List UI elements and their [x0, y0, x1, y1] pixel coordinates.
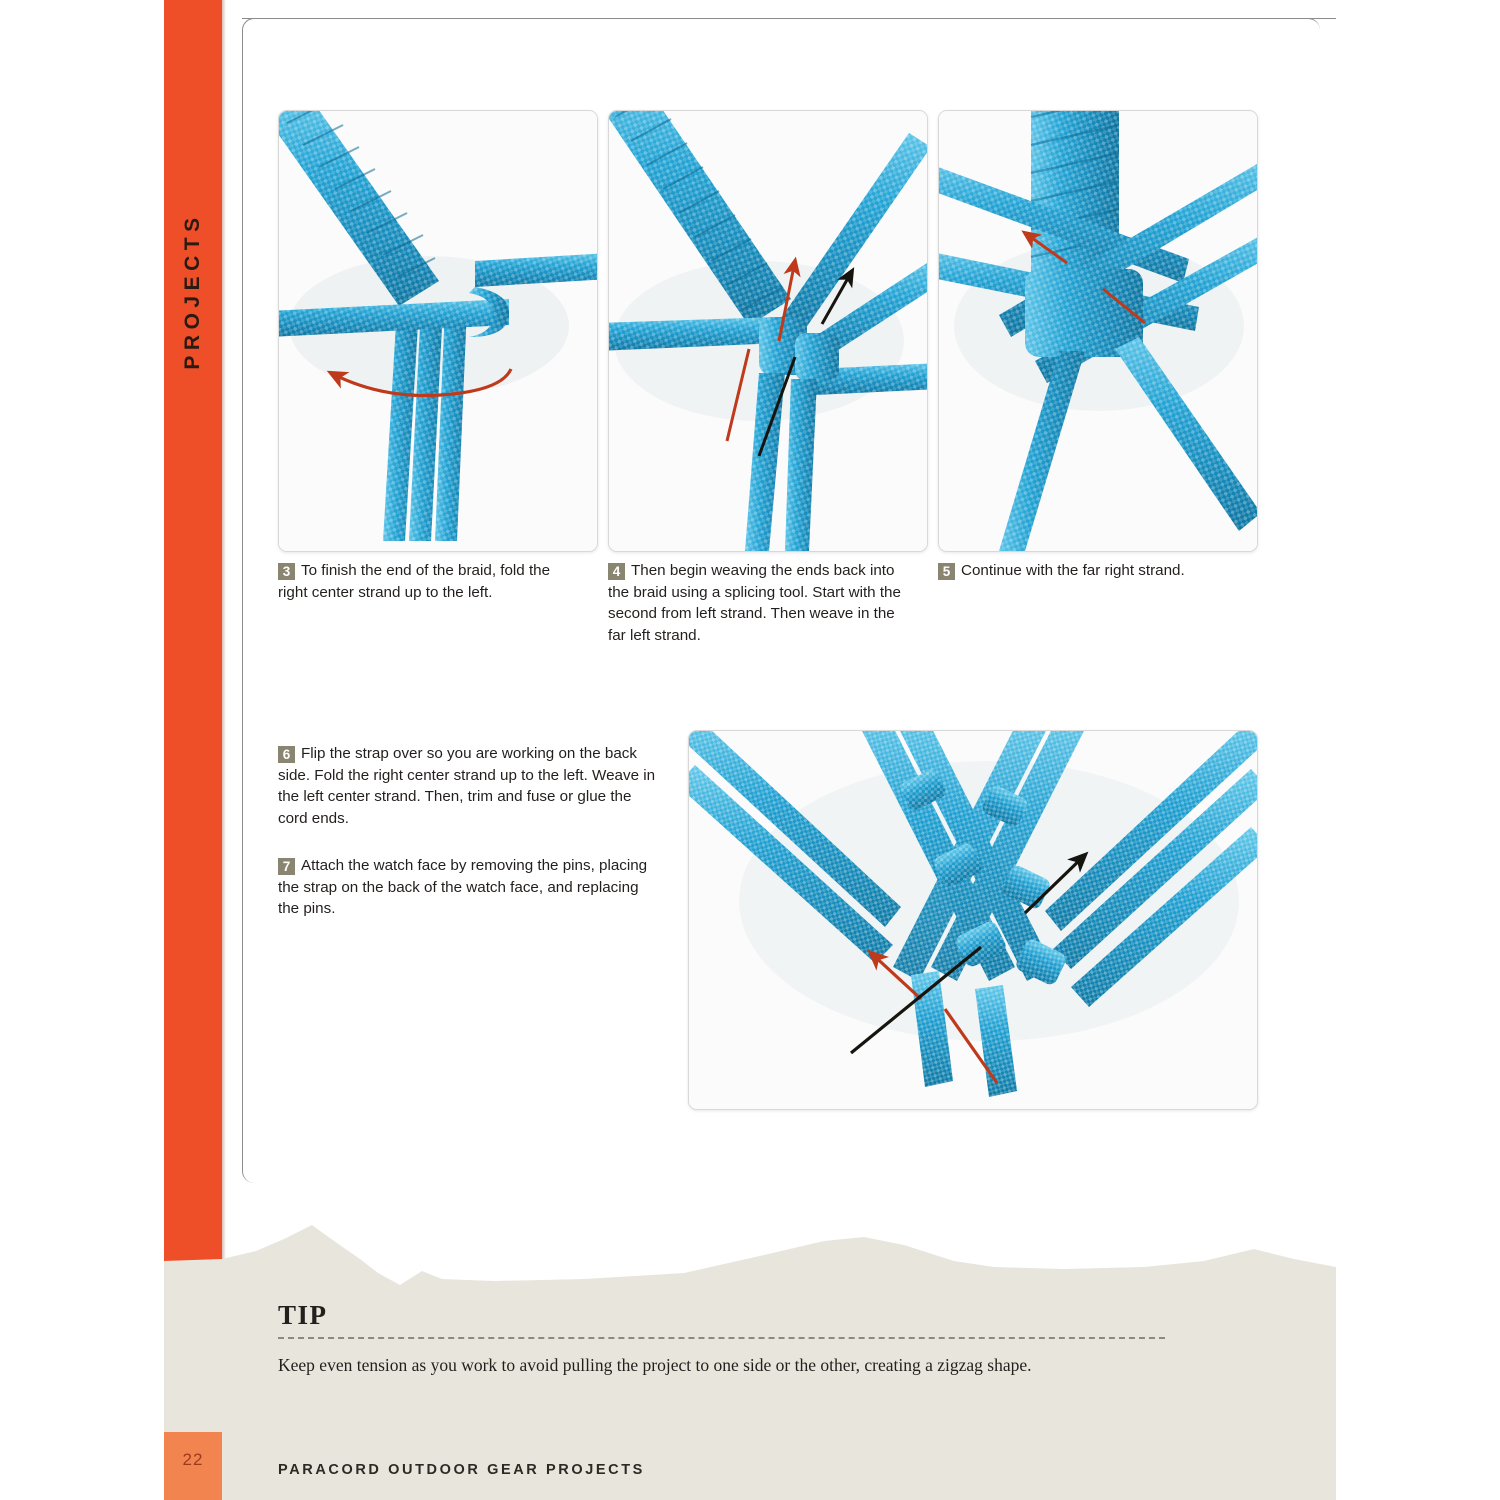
- caption-step-6-text: Flip the strap over so you are working on the back side. Fold the right center strand up to the left. Weave in the left center strand. Then, trim and fuse or glue the cord ends.: [278, 745, 656, 827]
- photo-step-3: [278, 110, 598, 552]
- tip-text: Keep even tension as you work to avoid pulling the project to one side or the other, creating a zigzag shape.: [278, 1355, 1032, 1375]
- book-title: PARACORD OUTDOOR GEAR PROJECTS: [278, 1462, 645, 1478]
- photo-step-3-image: [279, 111, 597, 551]
- tip-band: [164, 1215, 1336, 1500]
- book-page: [164, 0, 1336, 1500]
- caption-step-7: [278, 855, 660, 920]
- caption-step-4: [608, 560, 916, 646]
- caption-step-4-text: Then begin weaving the ends back into the braid using a splicing tool. Start with the second from left strand. Then weave in the far left strand.: [608, 562, 901, 644]
- caption-step-3-text: To finish the end of the braid, fold the right center strand up to the left.: [278, 562, 551, 601]
- caption-step-7-text: Attach the watch face by removing the pins, placing the strap on the back of the watch face, and replacing the pins.: [278, 857, 648, 918]
- page-number: 22: [182, 1450, 204, 1469]
- photo-step-4-image: [609, 111, 927, 551]
- step-badge-3: 3: [278, 563, 295, 580]
- photo-step-5-image: [939, 111, 1257, 551]
- section-tab-label: PROJECTS: [181, 212, 204, 370]
- step-badge-6: 6: [278, 746, 295, 763]
- tip-divider: [278, 1337, 1165, 1339]
- step-badge-7: 7: [278, 858, 295, 875]
- step-badge-4: 4: [608, 563, 625, 580]
- photo-step-6: [688, 730, 1258, 1110]
- caption-step-3: [278, 560, 578, 603]
- photo-step-6-image: [689, 731, 1257, 1109]
- step-badge-5: 5: [938, 563, 955, 580]
- caption-step-5-text: Continue with the far right strand.: [961, 562, 1185, 579]
- tip-content: [278, 1300, 1178, 1378]
- page-number-block: [164, 1432, 222, 1500]
- caption-step-5: [938, 560, 1246, 582]
- photo-step-4: [608, 110, 928, 552]
- caption-step-6: [278, 743, 658, 829]
- photo-step-5: [938, 110, 1258, 552]
- tip-title: TIP: [278, 1300, 328, 1330]
